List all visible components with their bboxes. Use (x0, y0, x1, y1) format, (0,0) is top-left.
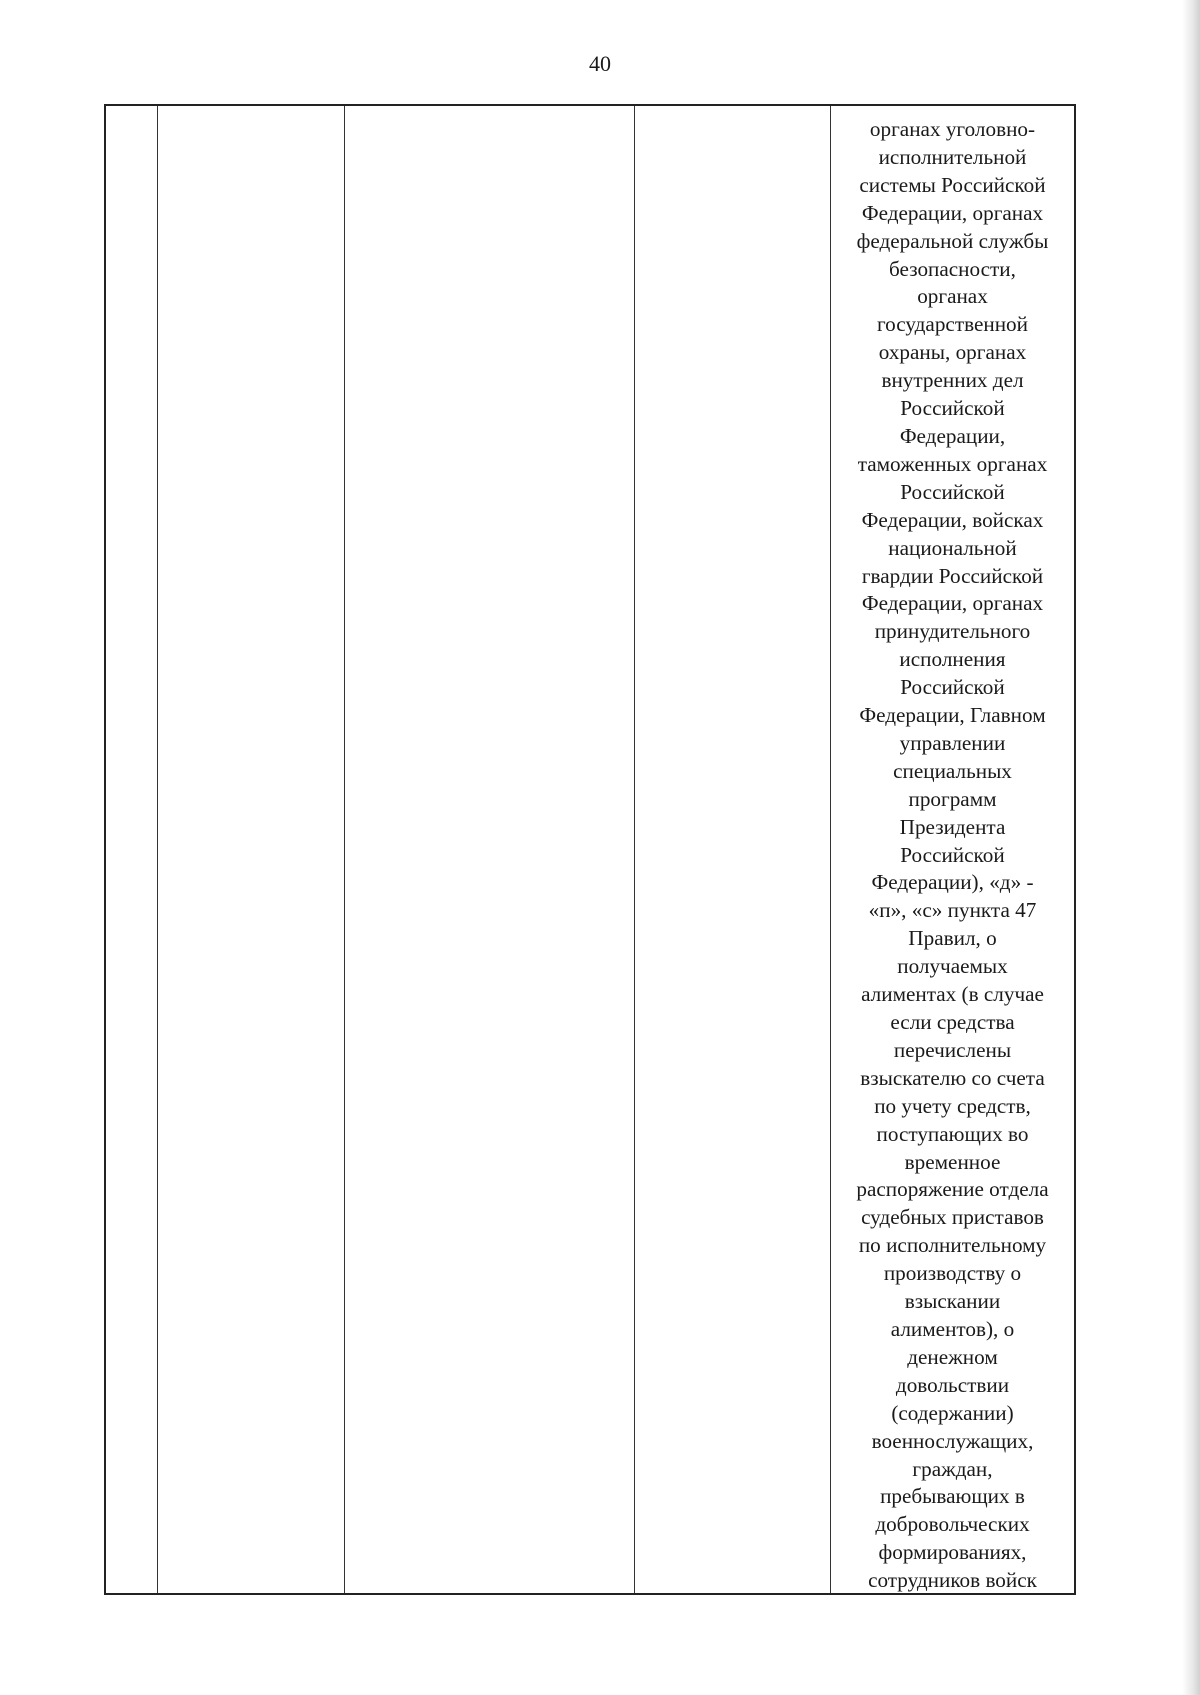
table-column-4 (635, 106, 831, 1593)
document-table (104, 104, 1076, 1595)
table-column-1 (106, 106, 158, 1593)
table-column-3 (345, 106, 635, 1593)
scan-edge-shadow (1182, 0, 1200, 1695)
table-column-2 (158, 106, 345, 1593)
table-column-5-text: органах уголовно- исполнительной системы Российской Федерации, органах федеральной службы безопасности, органах государственной охраны, органах внутренних дел Российской Федерации, таможенных органах Российской Федерации, войсках национальной гвардии Российской Федерации, органах принудительного исполнения Российской Федерации, Главном управлении специальных программ Президента Российской Федерации), «д» - «п», «с» пункта 47 Правил, о получаемых алиментах (в случае если средства перечислены взыскателю со счета по учету средств, поступающих во временное распоряжение отдела судебных приставов по исполнительному производству о взыскании алиментов), о денежном довольствии (содержании) военнослужащих, граждан, пребывающих в добровольческих формированиях, сотрудников войск (856, 117, 1049, 1593)
page-number: 40 (589, 51, 611, 76)
